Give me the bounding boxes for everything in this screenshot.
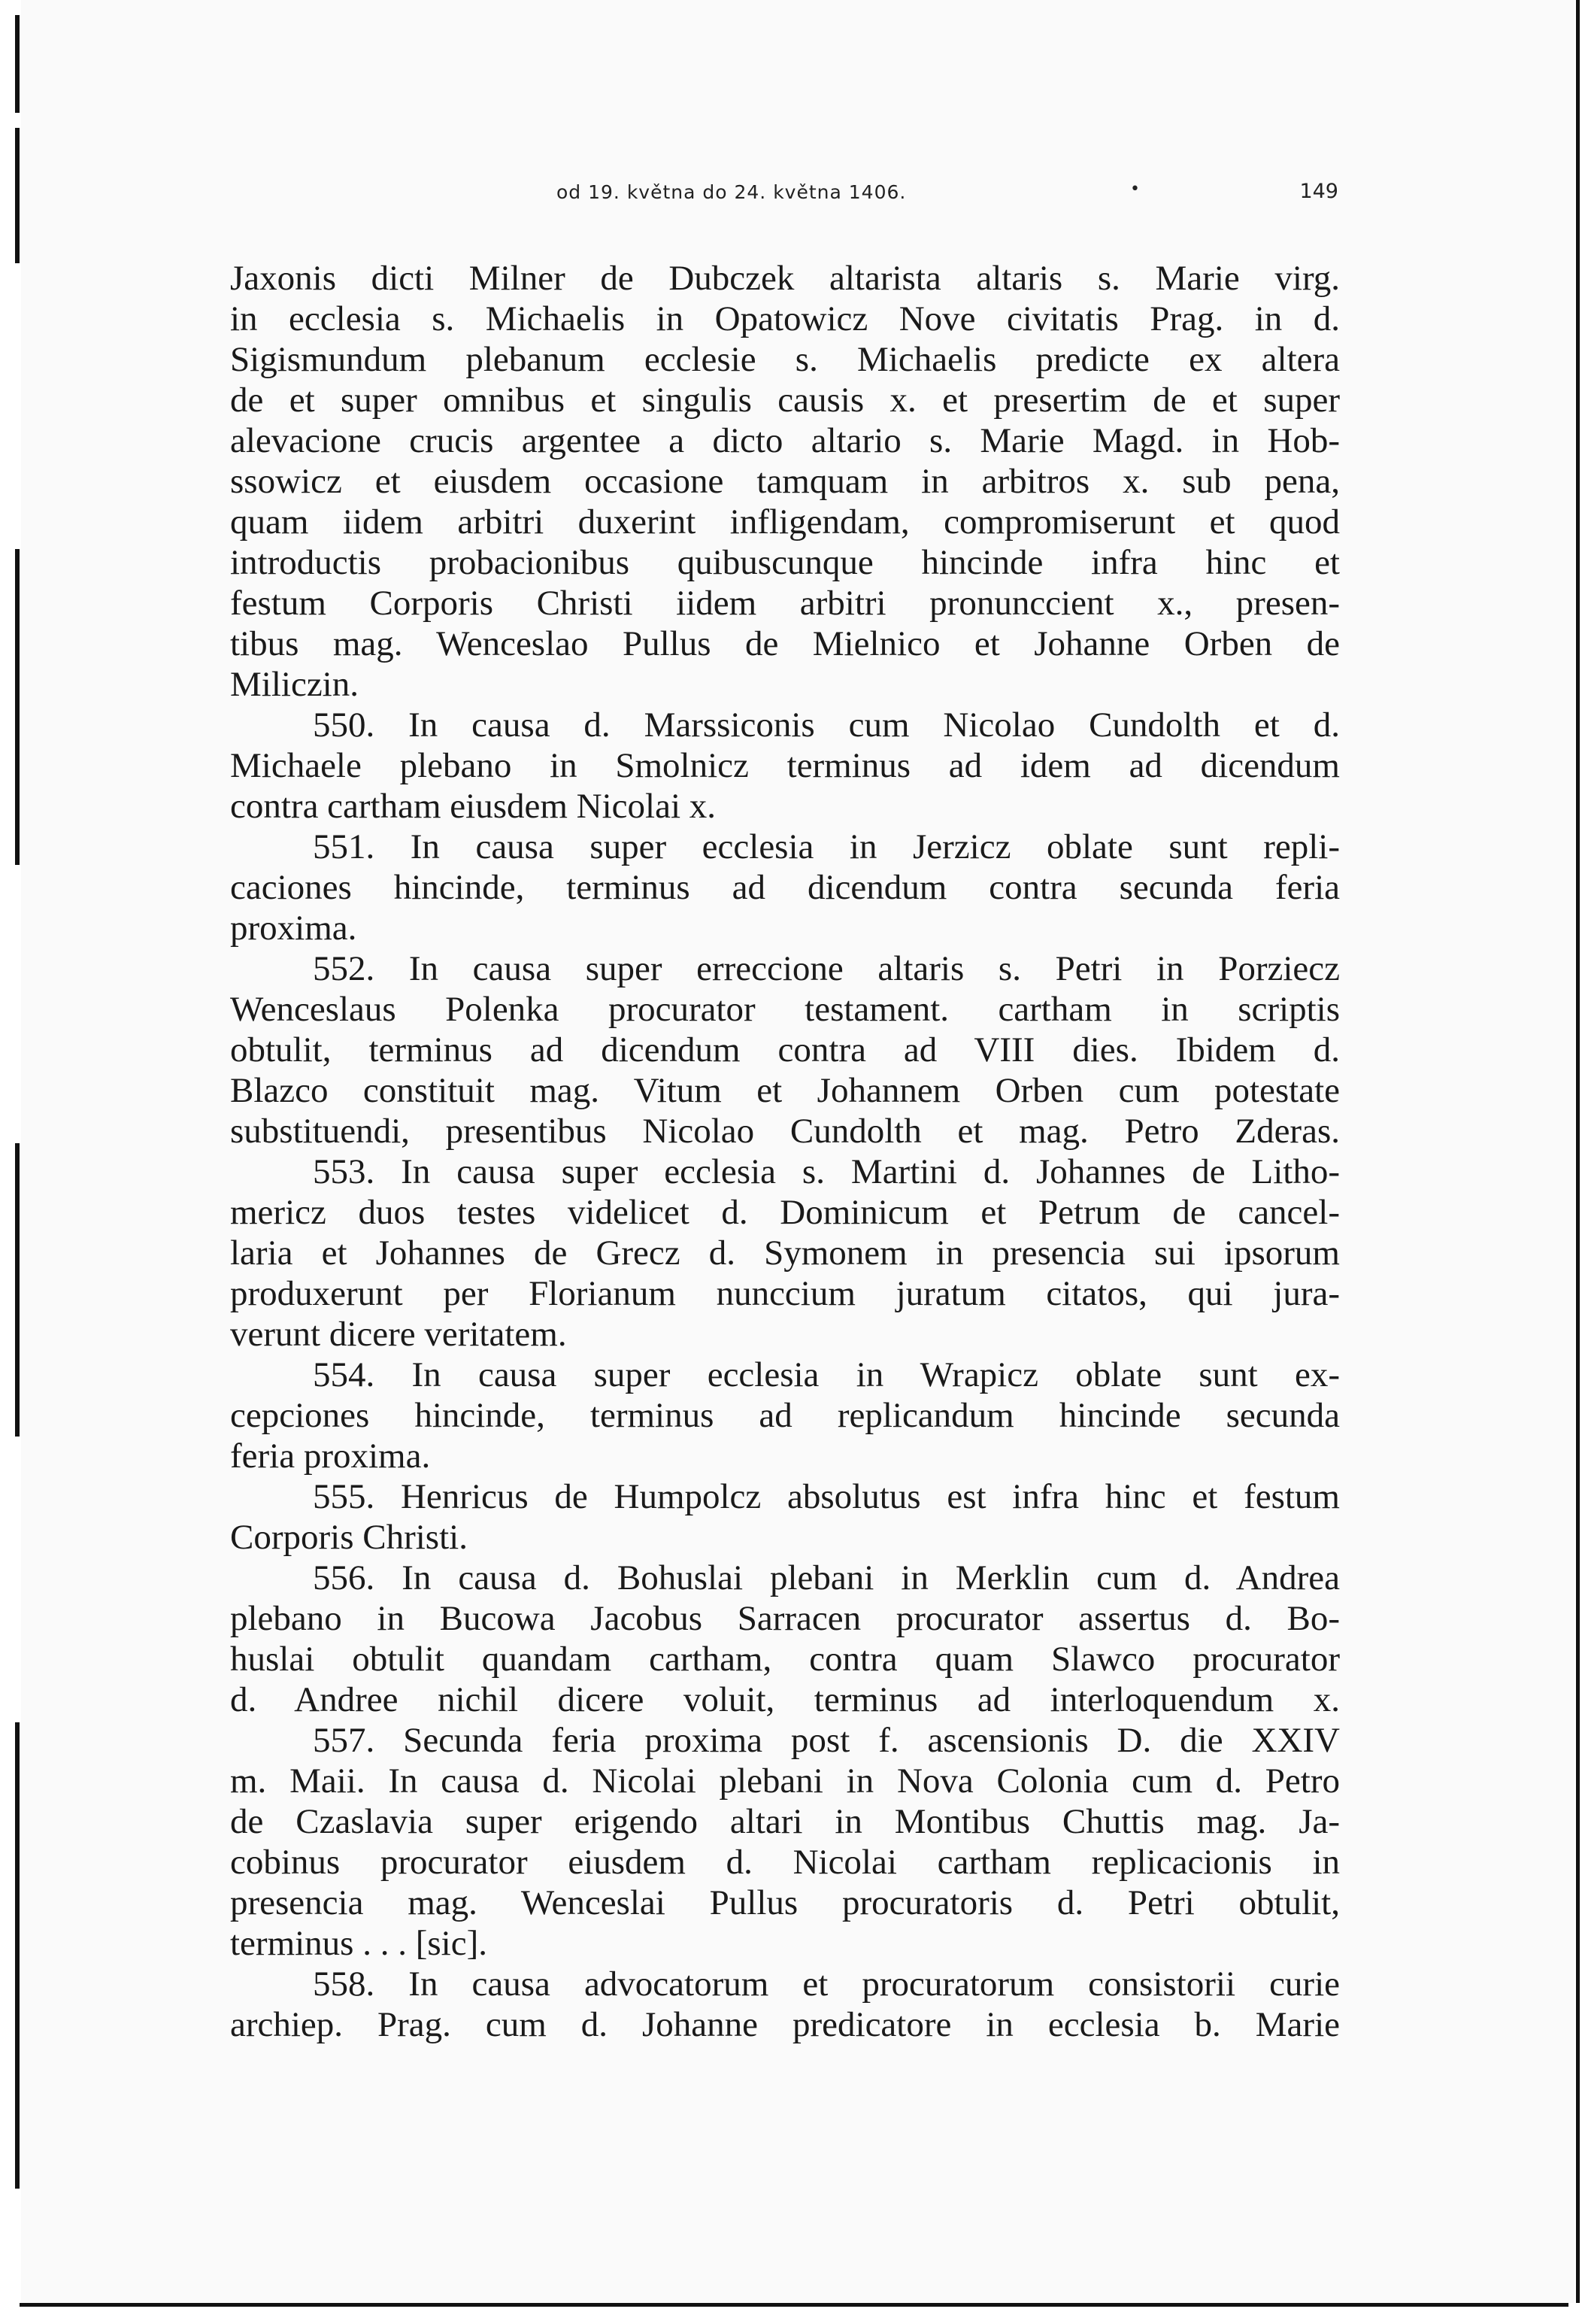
text-line: m. Maii. In causa d. Nicolai plebani in Nova Colonia cum d. Petro bbox=[230, 1761, 1340, 1801]
text-line: introductis probacionibus quibuscunque hincinde infra hinc et bbox=[230, 543, 1340, 582]
running-title: od 19. května do 24. května 1406. bbox=[556, 181, 907, 203]
text-line: terminus . . . [sic]. bbox=[230, 1924, 487, 1963]
text-line: Jaxonis dicti Milner de Dubczek altarista altaris s. Marie virg. bbox=[230, 259, 1340, 298]
text-line: feria proxima. bbox=[230, 1437, 431, 1476]
text-line: d. Andree nichil dicere voluit, terminus ad interloquendum x. bbox=[230, 1680, 1340, 1719]
text-line: verunt dicere veritatem. bbox=[230, 1315, 567, 1354]
text-line: Michaele plebano in Smolnicz terminus ad idem ad dicendum bbox=[230, 746, 1340, 785]
entry-550: 550. In causa d. Marssiconis cum Nicolao Cundolth et d. bbox=[313, 705, 1340, 745]
scan-border-right bbox=[1576, 0, 1585, 2324]
text-line: plebano in Bucowa Jacobus Sarracen procurator assertus d. Bo- bbox=[230, 1599, 1340, 1638]
scan-border-left bbox=[0, 0, 20, 2324]
entry-557: 557. Secunda feria proxima post f. ascensionis D. die XXIV bbox=[313, 1721, 1340, 1760]
text-line: quam iidem arbitri duxerint infligendam, compromiserunt et quod bbox=[230, 502, 1340, 542]
entry-556: 556. In causa d. Bohuslai plebani in Merklin cum d. Andrea bbox=[313, 1558, 1340, 1597]
scan-border-bottom bbox=[0, 2303, 1585, 2324]
text-line: alevacione crucis argentee a dicto altario s. Marie Magd. in Hob- bbox=[230, 421, 1340, 460]
page-header bbox=[556, 177, 1338, 210]
text-line: festum Corporis Christi iidem arbitri pronunccient x., presen- bbox=[230, 584, 1340, 623]
bullet-mark: • bbox=[1130, 180, 1140, 199]
text-line: de Czaslavia super erigendo altari in Montibus Chuttis mag. Ja- bbox=[230, 1802, 1340, 1841]
text-line: obtulit, terminus ad dicendum contra ad VIII dies. Ibidem d. bbox=[230, 1030, 1340, 1069]
entry-558: 558. In causa advocatorum et procuratorum consistorii curie bbox=[313, 1964, 1340, 2004]
text-line: cobinus procurator eiusdem d. Nicolai cartham replicacionis in bbox=[230, 1843, 1340, 1882]
text-line: Wenceslaus Polenka procurator testament. cartham in scriptis bbox=[230, 990, 1340, 1029]
entry-554: 554. In causa super ecclesia in Wrapicz oblate sunt ex- bbox=[313, 1355, 1340, 1394]
text-line: Corporis Christi. bbox=[230, 1518, 468, 1557]
text-line: huslai obtulit quandam cartham, contra quam Slawco procurator bbox=[230, 1640, 1340, 1679]
text-line: Blazco constituit mag. Vitum et Johannem Orben cum potestate bbox=[230, 1071, 1340, 1110]
text-line: Sigismundum plebanum ecclesie s. Michaelis predicte ex altera bbox=[230, 340, 1340, 379]
text-line: tibus mag. Wenceslao Pullus de Mielnico et Johanne Orben de bbox=[230, 624, 1340, 663]
entry-555: 555. Henricus de Humpolcz absolutus est infra hinc et festum bbox=[313, 1477, 1340, 1516]
entry-553: 553. In causa super ecclesia s. Martini d. Johannes de Litho- bbox=[313, 1152, 1340, 1191]
text-line: laria et Johannes de Grecz d. Symonem in presencia sui ipsorum bbox=[230, 1233, 1340, 1273]
text-line: produxerunt per Florianum nunccium juratum citatos, qui jura- bbox=[230, 1274, 1340, 1313]
entry-551: 551. In causa super ecclesia in Jerzicz oblate sunt repli- bbox=[313, 827, 1340, 866]
page-number: 149 bbox=[1299, 180, 1338, 203]
body-text bbox=[230, 258, 1340, 2045]
text-line: archiep. Prag. cum d. Johanne predicatore in ecclesia b. Marie bbox=[230, 2005, 1340, 2044]
text-line: cepciones hincinde, terminus ad replicandum hincinde secunda bbox=[230, 1396, 1340, 1435]
text-line: in ecclesia s. Michaelis in Opatowicz Nove civitatis Prag. in d. bbox=[230, 299, 1340, 338]
text-line: ssowicz et eiusdem occasione tamquam in arbitros x. sub pena, bbox=[230, 462, 1340, 501]
text-line: substituendi, presentibus Nicolao Cundolth et mag. Petro Zderas. bbox=[230, 1112, 1340, 1151]
text-line: caciones hincinde, terminus ad dicendum contra secunda feria bbox=[230, 868, 1340, 907]
text-line: de et super omnibus et singulis causis x. et presertim de et super bbox=[230, 381, 1340, 420]
entry-552: 552. In causa super erreccione altaris s. Petri in Porziecz bbox=[313, 949, 1340, 988]
text-line: contra cartham eiusdem Nicolai x. bbox=[230, 787, 716, 826]
text-line: presencia mag. Wenceslai Pullus procuratoris d. Petri obtulit, bbox=[230, 1883, 1340, 1922]
text-line: proxima. bbox=[230, 909, 357, 948]
text-line: Miliczin. bbox=[230, 665, 359, 704]
text-line: mericz duos testes videlicet d. Dominicum et Petrum de cancel- bbox=[230, 1193, 1340, 1232]
